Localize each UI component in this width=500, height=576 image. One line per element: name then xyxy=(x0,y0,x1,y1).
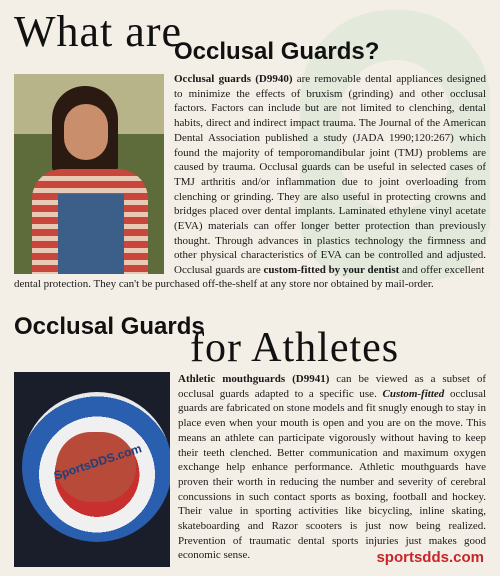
term-athletic-mouthguards: Athletic mouthguards (D9941) xyxy=(178,373,330,385)
emphasis-custom-fitted: custom-fitted by your dentist xyxy=(263,264,400,277)
heading-what-are: What are xyxy=(14,7,182,56)
term-occlusal-guards: Occlusal guards (D9940) xyxy=(174,73,293,85)
paragraph-text-b: and offer excellent xyxy=(399,264,485,277)
photo-girl-with-bicycle xyxy=(14,74,164,274)
paragraph-text-b: occlusal guards are fabricated on stone models and fit snugly enough to stay in place even when your mouth is open and you are on the move. This means an athlete can participate vigorously without having to keep their teeth clenched. Better communication and maximum oxygen exchange help enhance performance. Athletic mouthguards have proven their worth in reducing the number and severity of cerebral concussions in such contact sports as boxing, football and hockey. Their value in sporting activities like bicycling, inline skating, skateboarding and Razor scooters is just now being realized. Prevention of traumatic dental sports injuries just makes good economic sense. xyxy=(178,387,487,562)
footer-url: sportsdds.com xyxy=(376,549,484,566)
heading-for-athletes: for Athletes xyxy=(190,325,400,371)
heading-occlusal-guards-2: Occlusal Guards xyxy=(14,313,205,340)
paragraph-text-a: can be viewed as a subset of occlusal guards adapted to a specific use. xyxy=(178,373,486,400)
emphasis-custom-fitted-2: Custom-fitted xyxy=(382,387,445,400)
athletic-mouthguards-paragraph xyxy=(178,372,486,563)
paragraph-text-a: are removable dental appliances designed to minimize the effects of bruxism (grinding) and other occlusal factors. Factors can include but are not limited to clenching, dental habits, direct and indirect impact trauma. The Journal of the American Dental Association published a study (JADA 1990;120:267) which found the majority of temporomandibular joint (TMJ) problems are caused by trauma. Occlusal guards can be useful in selected cases of TMJ arthritis and/or inflammation due to joint overloading from clenching or grinding. They are also useful in protecting crowns and bridges placed over dental implants. Laminated ethylene vinyl acetate (EVA) materials can offer longer better protection than previously thought. Through advances in plastics technology the firmness and other physical characteristics of EVA can be controlled and adjusted. Occlusal guards are xyxy=(174,73,486,277)
heading-occlusal-guards: Occlusal Guards? xyxy=(174,38,380,65)
mouthguard-label: SportsDDS.com xyxy=(52,441,144,483)
occlusal-guards-paragraph xyxy=(174,72,486,278)
photo-mouthguard xyxy=(14,372,170,567)
occlusal-guards-paragraph-end: dental protection. They can't be purchased off-the-shelf at any store nor obtained by mail-order. xyxy=(14,278,434,290)
